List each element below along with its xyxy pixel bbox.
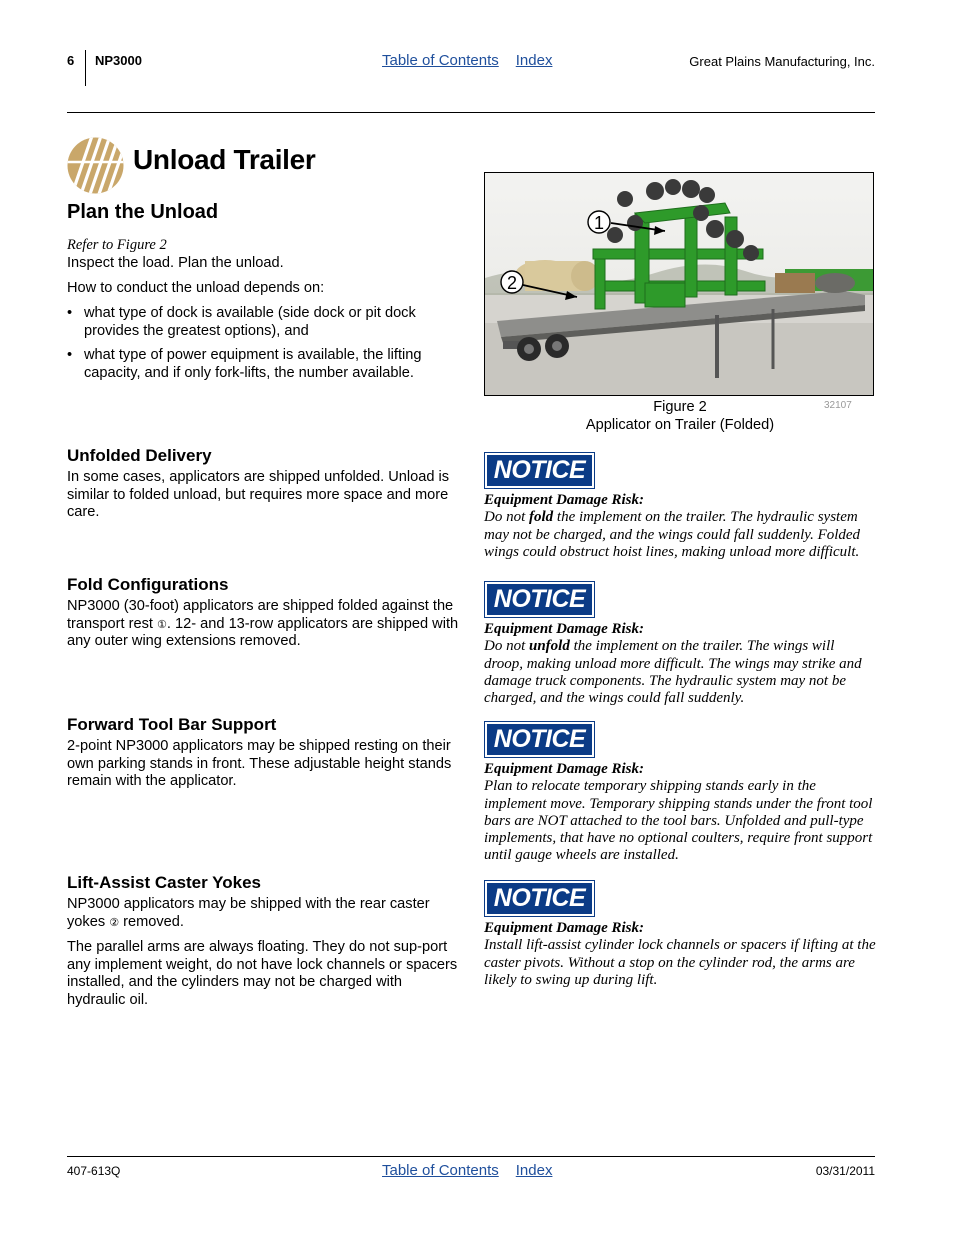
notice-text bbox=[484, 761, 876, 865]
notice-label: NOTICE bbox=[487, 724, 592, 755]
notice-body-emphasis: unfold bbox=[529, 638, 570, 655]
notice-body bbox=[484, 778, 876, 864]
notice-text bbox=[484, 621, 876, 707]
plan-heading: Plan the Unload bbox=[67, 201, 219, 223]
notice-body-part: Install lift-assist cylinder lock channels or spacers if lifting at the caster pivots. Without a stop on the cylinder rod, the arms are likely to swing up during lift. bbox=[484, 937, 876, 988]
notice-heading: Equipment Damage Risk: bbox=[484, 761, 645, 777]
notice-badge bbox=[484, 452, 595, 489]
plan-paragraph-2: How to conduct the unload depends on: bbox=[67, 280, 325, 296]
header-rule bbox=[67, 112, 875, 113]
notice-badge bbox=[484, 880, 595, 917]
footer-date: 03/31/2011 bbox=[815, 1164, 875, 1178]
caster-heading: Lift-Assist Caster Yokes bbox=[67, 873, 261, 892]
page-title: Unload Trailer bbox=[133, 144, 316, 175]
notice-label: NOTICE bbox=[487, 584, 592, 615]
plan-paragraph-1: Inspect the load. Plan the unload. bbox=[67, 255, 284, 271]
figure-title: Applicator on Trailer (Folded) bbox=[585, 416, 775, 433]
caster-text-part: removed. bbox=[119, 913, 184, 930]
footer-doc-number: 407-613Q bbox=[67, 1164, 121, 1178]
footer-nav bbox=[382, 1162, 552, 1179]
notice-body bbox=[484, 638, 876, 707]
header-toc-link[interactable]: Table of Contents bbox=[382, 52, 499, 69]
notice-body-part: Plan to relocate temporary shipping stands early in the implement move. Temporary shipping stands under the front tool bars are NOT attached to the tool bars. Unfolded and pull-type implements, that have no optional coulters, require front support until gauge wheels are installed. bbox=[484, 778, 873, 864]
figure-callout-2: 2 bbox=[506, 273, 518, 293]
notice-body bbox=[484, 509, 876, 561]
footer-rule bbox=[67, 1156, 875, 1157]
notice-text bbox=[484, 920, 876, 989]
notice-label: NOTICE bbox=[487, 455, 592, 486]
header-company: Great Plains Manufacturing, Inc. bbox=[689, 54, 875, 69]
figure-number: Figure 2 bbox=[653, 399, 707, 415]
forward-heading: Forward Tool Bar Support bbox=[67, 715, 277, 734]
plan-bullet-list bbox=[67, 305, 459, 389]
caster-text-1 bbox=[67, 896, 459, 931]
fold-text-part: NP3000 (30-foot) applicators are shipped folded against the transport rest bbox=[67, 598, 454, 632]
figure-code: 32107 bbox=[824, 400, 852, 411]
unfolded-heading: Unfolded Delivery bbox=[67, 446, 212, 465]
unfolded-text: In some cases, applicators are shipped unfolded. Unload is similar to folded unload, but requires more space and more care. bbox=[67, 469, 450, 520]
caster-text-part: NP3000 applicators may be shipped with the rear caster yokes bbox=[67, 896, 430, 930]
notice-badge bbox=[484, 581, 595, 618]
figure-photo bbox=[484, 172, 874, 396]
notice-body-part: Do not bbox=[484, 509, 529, 526]
plan-bullet-item: • what type of dock is available (side dock or pit dock provides the greatest options), and bbox=[67, 305, 459, 340]
footer-index-link[interactable]: Index bbox=[515, 1162, 553, 1179]
fold-text bbox=[67, 598, 459, 651]
notice-heading: Equipment Damage Risk: bbox=[484, 621, 645, 637]
forward-text: 2-point NP3000 applicators may be shipped resting on their own parking stands in front. These adjustable height stands remain with the applicator. bbox=[67, 738, 452, 789]
header-product: NP3000 bbox=[95, 53, 142, 68]
callout-marker-1: ① bbox=[157, 617, 167, 631]
caster-text-2: The parallel arms are always floating. They do not sup-port any implement weight, do not have lock channels or spacers installed, and the cylinders may not be charged with hydraulic oil. bbox=[67, 939, 458, 1008]
notice-body-emphasis: fold bbox=[529, 509, 554, 526]
figure-callout-1: 1 bbox=[593, 213, 605, 233]
fold-heading: Fold Configurations bbox=[67, 575, 229, 594]
notice-body bbox=[484, 937, 876, 989]
header-nav bbox=[382, 52, 552, 69]
notice-body-part: the implement on the trailer. The hydraulic system may not be charged, and the wings could fall suddenly. Folded wings could obstruct hoist lines, making unload more difficult. bbox=[484, 509, 861, 560]
notice-heading: Equipment Damage Risk: bbox=[484, 920, 645, 936]
footer-toc-link[interactable]: Table of Contents bbox=[382, 1162, 499, 1179]
great-plains-logo-icon bbox=[67, 137, 124, 194]
notice-text bbox=[484, 492, 876, 561]
notice-heading: Equipment Damage Risk: bbox=[484, 492, 645, 508]
header-index-link[interactable]: Index bbox=[515, 52, 553, 69]
trailer-illustration bbox=[485, 173, 874, 396]
notice-body-part: Do not bbox=[484, 638, 529, 655]
notice-body-part: the implement on the trailer. The wings will droop, making unload more difficult. The wings may strike and damage truck components. The hydraulic system may not be charged, and the wings could fall suddenly. bbox=[484, 638, 862, 707]
notice-label: NOTICE bbox=[487, 883, 592, 914]
page-number: 6 bbox=[67, 53, 75, 68]
callout-marker-2: ② bbox=[109, 915, 120, 929]
header-divider bbox=[85, 50, 86, 86]
notice-badge bbox=[484, 721, 595, 758]
figure-reference: Refer to Figure 2 bbox=[67, 237, 167, 253]
plan-bullet-item: • what type of power equipment is available, the lifting capacity, and if only fork-lifts, the number available. bbox=[67, 347, 459, 382]
figure-caption bbox=[484, 399, 876, 434]
fold-text-part: . 12- and 13-row applicators are shipped with any outer wing extensions removed. bbox=[67, 615, 459, 649]
